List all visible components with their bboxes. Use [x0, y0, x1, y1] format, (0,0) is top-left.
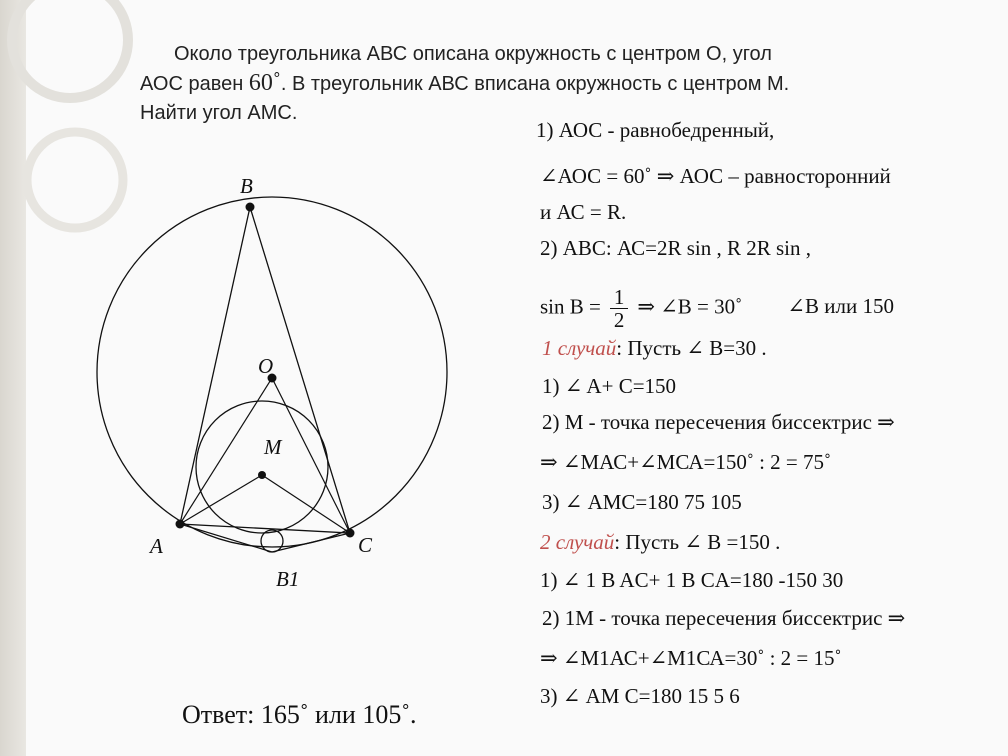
solution-line-3: и АС = R.	[540, 200, 627, 224]
case-1-step-1: 1) ∠ A+ C=150	[542, 374, 677, 398]
case-1-text: : Пусть ∠ B=30 .	[616, 336, 767, 360]
point-b	[246, 203, 255, 212]
segment-co	[272, 378, 350, 533]
label-a: A	[150, 534, 163, 558]
problem-angle: 60˚	[248, 70, 281, 96]
solution-line-5	[540, 286, 894, 331]
problem-line-2-prefix: АОС равен	[140, 73, 244, 95]
fraction-denominator: 2	[610, 308, 628, 331]
label-c: C	[358, 533, 373, 557]
solution-line-2: ∠АОС = 60˚ ⇒ АОС – равносторонний	[540, 164, 891, 188]
label-b: B	[240, 174, 253, 198]
case-2-step-2b: ⇒ ∠М1АС+∠М1СА=30˚ : 2 = 15˚	[540, 646, 842, 670]
case-2-label: 2 случай	[540, 530, 615, 554]
answer: Ответ: 165˚ или 105˚.	[182, 700, 417, 729]
point-c	[346, 529, 355, 538]
problem-line-2-suffix: . В треугольник АВС вписана окружность с центром М.	[280, 73, 790, 95]
case-2-line	[540, 530, 780, 555]
label-o: O	[258, 354, 274, 378]
sin-b-label: sin B =	[540, 294, 601, 319]
case-1-label: 1 случай	[542, 336, 617, 360]
solution-line-4: 2) АВС: АС=2R sin , R 2R sin ,	[540, 236, 812, 260]
angle-b-alternative: ∠B или 150	[787, 294, 894, 319]
segment-cm	[262, 475, 350, 533]
case-1-step-3: 3) ∠ АМС=180 75 105	[542, 490, 742, 514]
small-incircle	[261, 530, 283, 552]
point-a	[176, 520, 185, 529]
case-2-step-1: 1) ∠ 1 B AC+ 1 B CA=180 -150 30	[540, 568, 844, 592]
case-2-text: : Пусть ∠ B =150 .	[614, 530, 781, 554]
problem-line-1: Около треугольника АВС описана окружность с центром О, угол	[174, 43, 772, 65]
segment-cb1	[272, 533, 350, 552]
case-2-step-2: 2) 1М - точка пересечения биссектрис ⇒	[542, 606, 906, 630]
point-m	[258, 471, 266, 479]
fraction-numerator: 1	[613, 285, 625, 309]
case-1-step-2b: ⇒ ∠МАС+∠МСА=150˚ : 2 = 75˚	[540, 450, 831, 474]
label-m: M	[264, 435, 282, 459]
case-2-step-3: 3) ∠ АМ С=180 15 5 6	[540, 684, 740, 708]
solution-line-1: 1) АОС - равнобедренный,	[536, 118, 775, 142]
case-1-step-2: 2) М - точка пересечения биссектрис ⇒	[542, 410, 895, 434]
problem-line-3: Найти угол АМС.	[140, 102, 298, 124]
case-1-line	[542, 336, 767, 361]
angle-b-result: ⇒ ∠B = 30˚	[637, 294, 743, 319]
label-b1: B1	[276, 567, 300, 591]
segment-am	[180, 475, 262, 524]
segment-ao	[180, 378, 272, 524]
fraction-one-half	[610, 286, 628, 331]
